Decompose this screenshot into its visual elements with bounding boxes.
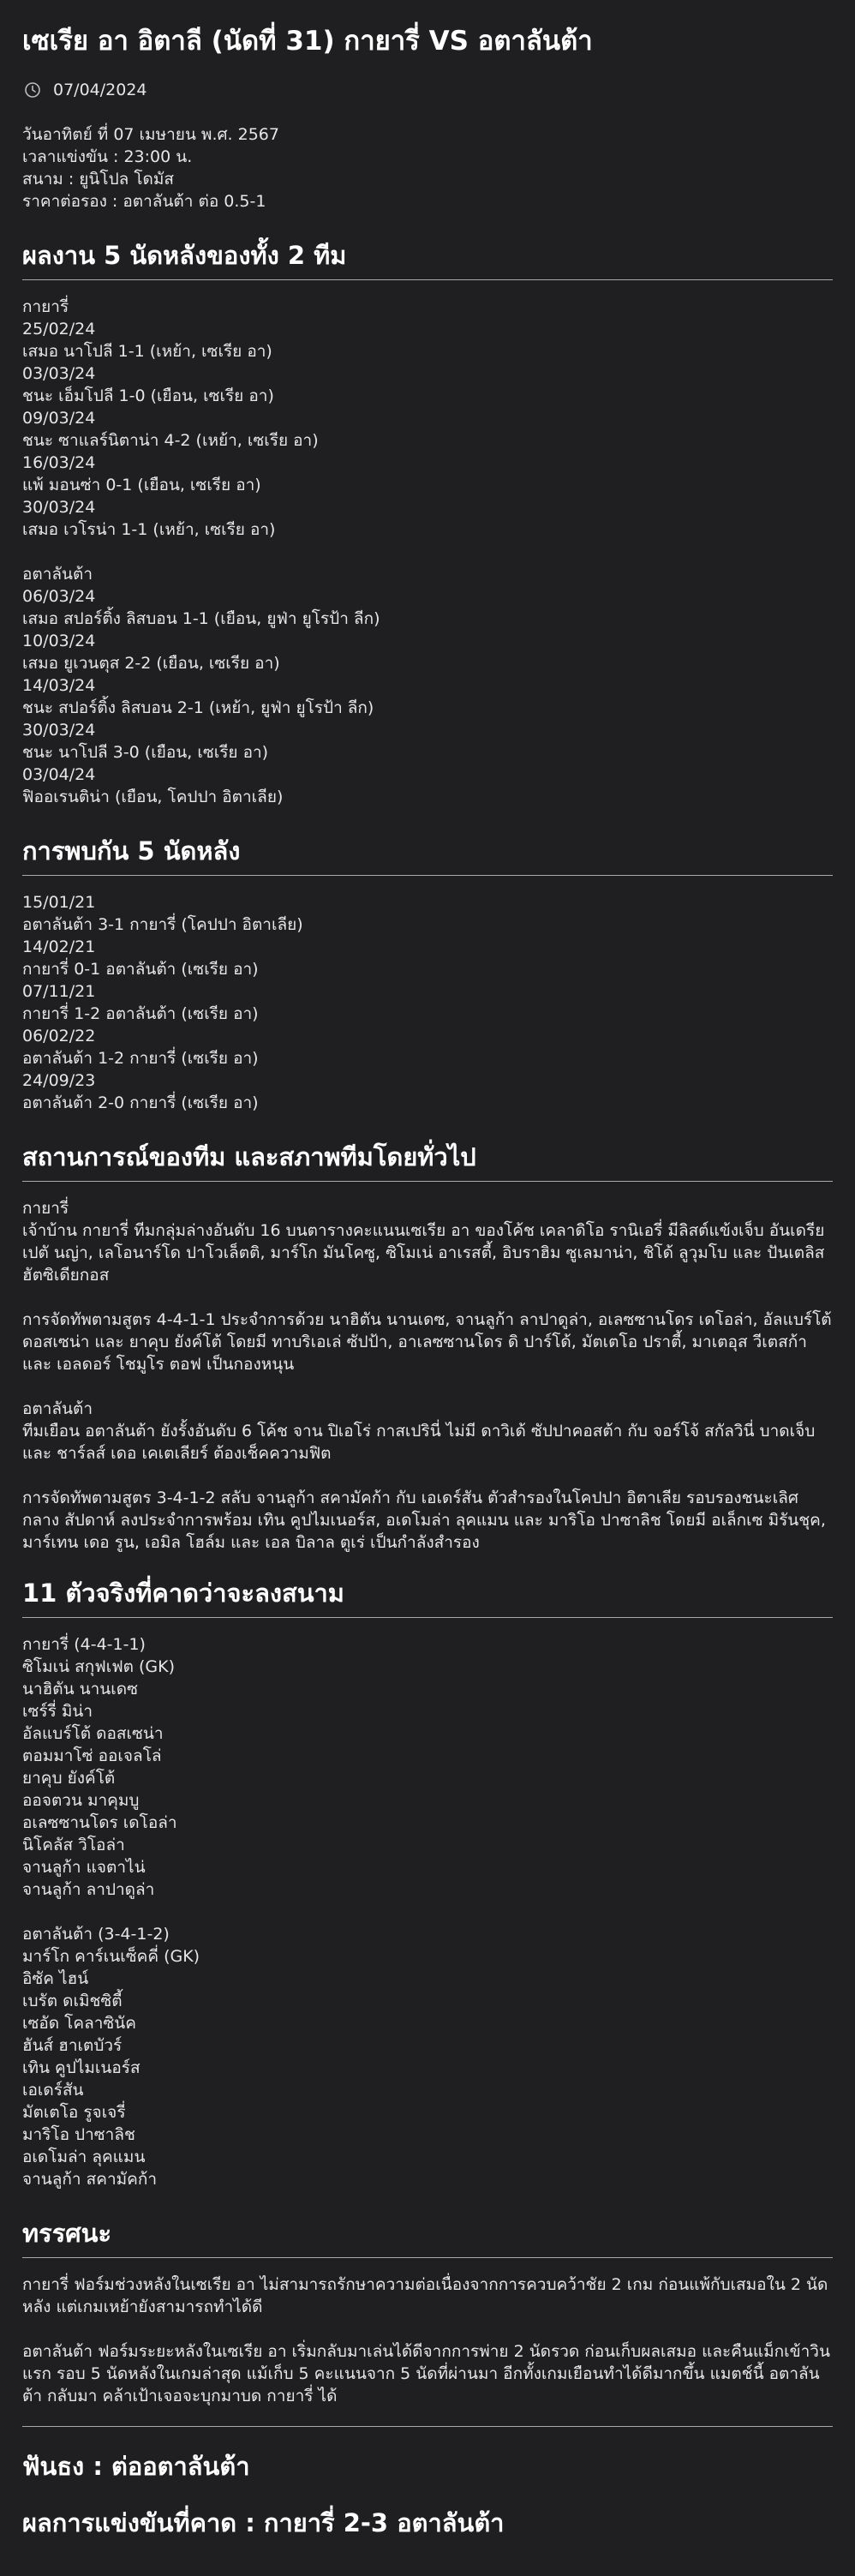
lineup-player: ฮันส์ ฮาเตบัวร์	[22, 2036, 123, 2055]
atalanta-lineup	[22, 1923, 833, 2190]
stadium: สนาม : ยูนิโปล โดมัส	[22, 170, 174, 189]
analysis-cagliari-paragraph: กายารี่ ฟอร์มช่วงหลังในเซเรีย อา ไม่สามารถรักษาความต่อเนื่องจากการควบคว้าชัย 2 เกม ก่อนแพ้กับเสมอใน 2 นัดหลัง แต่เกมเหย้ายังสามารถทำได้ดี	[22, 2275, 828, 2316]
h2h-result: อตาลันต้า 1-2 กายารี่ (เซเรีย อา)	[22, 1049, 259, 1068]
form-result: ชนะ สปอร์ติ้ง ลิสบอน 2-1 (เหย้า, ยูฟ่า ยูโรป้า ลีก)	[22, 698, 374, 717]
form-date: 06/03/24	[22, 587, 96, 606]
form-result: เสมอ ยูเวนตุส 2-2 (เยือน, เซเรีย อา)	[22, 654, 280, 673]
form-result: ชนะ ซาแลร์นิตาน่า 4-2 (เหย้า, เซเรีย อา)	[22, 431, 319, 450]
atalanta-status	[22, 1398, 833, 1554]
form-date: 30/03/24	[22, 721, 96, 740]
h2h-date: 06/02/22	[22, 1027, 96, 1045]
form-result: เสมอ เวโรน่า 1-1 (เหย้า, เซเรีย อา)	[22, 520, 276, 539]
lineup-player: จานลูก้า สคามัคก้า	[22, 2170, 158, 2189]
form-date: 10/03/24	[22, 632, 96, 650]
lineup-player: นิโคลัส วิโอล่า	[22, 1836, 125, 1854]
h2h-date: 15/01/21	[22, 893, 96, 912]
publish-date-row	[22, 79, 833, 101]
cagliari-lineup-formation: กายารี่ (4-4-1-1)	[22, 1635, 146, 1654]
lineup-player: ตอมมาโซ่ ออเจลโล่	[22, 1746, 162, 1765]
lineup-player: เบรัต ดเมิชซิตี้	[22, 1992, 123, 2010]
lineup-player: ซิโมเน่ สกุฟเฟต (GK)	[22, 1657, 176, 1676]
section-divider	[22, 2426, 833, 2427]
h2h-date: 24/09/23	[22, 1071, 96, 1090]
lineup-player: อัลแบร์โต้ ดอสเซน่า	[22, 1724, 164, 1743]
cagliari-status	[22, 1197, 833, 1375]
cagliari-lineup	[22, 1633, 833, 1901]
lineup-player: จานลูก้า ลาปาดูล่า	[22, 1880, 155, 1899]
lineup-player: จานลูก้า แจตาไน่	[22, 1858, 146, 1877]
handicap-odds: ราคาต่อรอง : อตาลันต้า ต่อ 0.5-1	[22, 192, 266, 211]
match-day: วันอาทิตย์ ที่ 07 เมษายน พ.ศ. 2567	[22, 125, 279, 144]
form-heading: ผลงาน 5 นัดหลังของทั้ง 2 ทีม	[22, 238, 833, 280]
form-date: 09/03/24	[22, 409, 96, 428]
lineup-player: มาร์โก คาร์เนเซ็คคี่ (GK)	[22, 1947, 200, 1966]
cagliari-form	[22, 296, 833, 541]
form-result: ชนะ เอ็มโปลี 1-0 (เยือน, เซเรีย อา)	[22, 386, 274, 405]
lineup-player: เอเดร์สัน	[22, 2081, 84, 2100]
page-title: เซเรีย อา อิตาลี (นัดที่ 31) กายารี่ VS อตาลันต้า	[22, 26, 593, 57]
lineup-player: เซร์รี่ มิน่า	[22, 1702, 93, 1721]
form-date: 03/04/24	[22, 765, 96, 784]
form-result: เสมอ นาโปลี 1-1 (เหย้า, เซเรีย อา)	[22, 342, 272, 361]
form-date: 16/03/24	[22, 453, 96, 472]
lineup-player: อิซัค ไฮน์	[22, 1969, 89, 1988]
analysis-body	[22, 2273, 833, 2407]
lineup-player: เทิน คูปไมเนอร์ส	[22, 2058, 141, 2077]
analysis-heading: ทรรศนะ	[22, 2216, 833, 2258]
team-status-heading: สถานการณ์ของทีม และสภาพทีมโดยทั่วไป	[22, 1140, 833, 1182]
predicted-score: ผลการแข่งขันที่คาด : กายารี่ 2-3 อตาลันต้า	[22, 2508, 505, 2537]
analysis-atalanta-paragraph: อตาลันต้า ฟอร์มระยะหลังในเซเรีย อา เริ่มกลับมาเล่นได้ดีจากการพ่าย 2 นัดรวด ก่อนเก็บผลเสมอ และคืนแม็กเข้าวินแรก รอบ 5 นัดหลังในเกมล่าสุด แม้เก็บ 5 คะแนนจาก 5 นัดที่ผ่านมา อีกทั้งเกมเยือนทำได้ดีมากขึ้น แมตช์นี้ อตาลันต้า กลับมา คล้าเป้าเจอจะบุกมาบด กายารี่ ได้	[22, 2342, 830, 2405]
form-result: เสมอ สปอร์ติ้ง ลิสบอน 1-1 (เยือน, ยูฟ่า ยูโรป้า ลีก)	[22, 609, 380, 628]
publish-date: 07/04/2024	[53, 81, 147, 99]
h2h-result: อตาลันต้า 2-0 กายารี่ (เซเรีย อา)	[22, 1093, 259, 1112]
cagliari-news-paragraph: เจ้าบ้าน กายารี่ ทีมกลุ่มล่างอันดับ 16 บนตารางคะแนนเซเรีย อา ของโค้ช เคลาดิโอ รานิเอรี่ มีลิสต์แข้งเจ็บ อันเดรีย เปตั นญ่า, เลโอนาร์โด ปาโวเล็ตติ, มาร์โก มันโคซู, ซิโมเน่ อาเรสตี้, อิบราฮิม ซูเลมาน่า, ชิโด้ ลูวุมโบ และ ปันเตลิส ฮัตซิเดียกอส	[22, 1221, 825, 1285]
h2h-list	[22, 891, 833, 1114]
form-result: ฟิออเรนติน่า (เยือน, โคปปา อิตาเลีย)	[22, 788, 284, 806]
h2h-result: กายารี่ 0-1 อตาลันต้า (เซเรีย อา)	[22, 960, 259, 979]
lineup-player: นาฮิตัน นานเดซ	[22, 1680, 138, 1698]
atalanta-formation-paragraph: การจัดทัพตามสูตร 3-4-1-2 สลับ จานลูก้า สคามัคก้า กับ เอเดร์สัน ตัวสำรองในโคปปา อิตาเลีย รอบรองชนะเลิศกลาง สัปดาห์ ลงประจำการพร้อม เทิน คูปไมเนอร์ส, อเดโมล่า ลุคแมน และ มาริโอ ปาซาลิช โดยมี อเล็กเซ มิรันชุค, มาร์เทน เดอ รูน, เอมิล โฮล์ม และ เอล บิลาล ตูเร่ เป็นกำลังสำรอง	[22, 1489, 826, 1552]
atalanta-form-team: อตาลันต้า	[22, 565, 93, 584]
h2h-result: กายารี่ 1-2 อตาลันต้า (เซเรีย อา)	[22, 1004, 259, 1023]
atalanta-status-team: อตาลันต้า	[22, 1399, 93, 1418]
lineup-player: อเดโมล่า ลุคแมน	[22, 2148, 146, 2166]
lineup-player: ยาคุบ ยังค์โต้	[22, 1769, 116, 1788]
cagliari-status-team: กายารี่	[22, 1199, 69, 1218]
h2h-result: อตาลันต้า 3-1 กายารี่ (โคปปา อิตาเลีย)	[22, 915, 303, 934]
form-date: 25/02/24	[22, 320, 96, 338]
h2h-heading: การพบกัน 5 นัดหลัง	[22, 834, 833, 876]
form-date: 30/03/24	[22, 498, 96, 517]
lineup-player: เซอัด โคลาซินัค	[22, 2014, 136, 2033]
clock-icon	[24, 81, 41, 99]
form-result: ชนะ นาโปลี 3-0 (เยือน, เซเรีย อา)	[22, 743, 269, 762]
form-result: แพ้ มอนซ่า 0-1 (เยือน, เซเรีย อา)	[22, 476, 261, 494]
atalanta-news-paragraph: ทีมเยือน อตาลันต้า ยังรั้งอันดับ 6 โค้ช จาน ปิเอโร่ กาสเปรินี่ ไม่มี ดาวิเด้ ซัปปาคอสต้า กับ จอร์โจ้ สกัลวินี่ บาดเจ็บ และ ชาร์ลส์ เดอ เคเตเลียร์ ต้องเช็คความฟิต	[22, 1422, 816, 1463]
form-date: 14/03/24	[22, 676, 96, 695]
lineup-player: มาริโอ ปาซาลิช	[22, 2125, 135, 2144]
lineup-player: อเลซซานโดร เดโอล่า	[22, 1813, 177, 1832]
lineups-heading: 11 ตัวจริงที่คาดว่าจะลงสนาม	[22, 1576, 833, 1618]
form-date: 03/03/24	[22, 364, 96, 383]
match-info	[22, 123, 833, 213]
cagliari-formation-paragraph: การจัดทัพตามสูตร 4-4-1-1 ประจำการด้วย นาฮิตัน นานเดซ, จานลูก้า ลาปาดูล่า, อเลซซานโดร เดโอล่า, อัลแบร์โต้ ดอสเซน่า และ ยาคุบ ยังค์โต้ โดยมี ทาบริเอเล่ ซัปป้า, อาเลซซานโดร ดิ ปาร์โด้, มัตเตโอ ปราตี้, มาเตอุส วีเตสก้า และ เอลดอร์ โชมูโร ตอฟ เป็นกองหนุน	[22, 1310, 832, 1374]
atalanta-lineup-formation: อตาลันต้า (3-4-1-2)	[22, 1925, 170, 1944]
atalanta-form	[22, 563, 833, 808]
lineup-player: ออจตวน มาคุมบู	[22, 1791, 140, 1810]
h2h-date: 14/02/21	[22, 938, 96, 956]
h2h-date: 07/11/21	[22, 982, 96, 1001]
lineup-player: มัตเตโอ รูจเจรี่	[22, 2103, 126, 2122]
cagliari-form-team: กายารี่	[22, 297, 69, 316]
verdict: ฟันธง : ต่ออตาลันต้า	[22, 2452, 250, 2481]
kickoff-time: เวลาแข่งขัน : 23:00 น.	[22, 147, 193, 166]
